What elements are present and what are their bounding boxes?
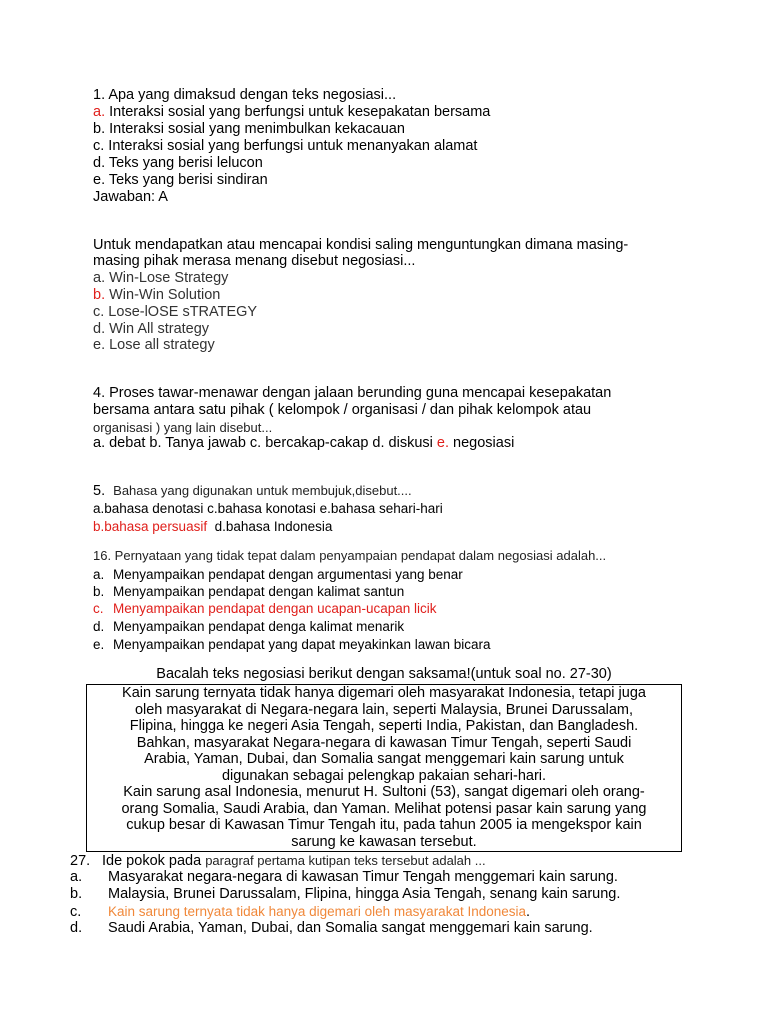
q1-option-c bbox=[93, 138, 477, 155]
q2-question-line1: Untuk mendapatkan atau mencapai kondisi saling menguntungkan dimana masing- bbox=[93, 237, 629, 253]
q4-answer-letter: e. bbox=[436, 435, 450, 451]
q1-answer: Jawaban: A bbox=[93, 189, 168, 205]
q1-question: 1. Apa yang dimaksud dengan teks negosiasi... bbox=[93, 87, 397, 103]
q2-option-a-text: Win-Lose Strategy bbox=[105, 270, 229, 286]
q1-option-c-text: Interaksi sosial yang berfungsi untuk menanyakan alamat bbox=[104, 138, 478, 154]
q16-option-e-text: Menyampaikan pendapat yang dapat meyakinkan lawan bicara bbox=[113, 637, 491, 652]
q16-question: 16. Pernyataan yang tidak tepat dalam penyampaian pendapat dalam negosiasi adalah... bbox=[93, 548, 607, 563]
q1-option-b-text: Interaksi sosial yang menimbulkan kekacauan bbox=[105, 121, 405, 137]
q2-option-c-letter: c. bbox=[93, 304, 105, 320]
q27-question-start: Ide pokok pada bbox=[102, 853, 206, 869]
q1-option-d bbox=[93, 155, 263, 172]
passage-line-10: sarung ke kawasan tersebut. bbox=[291, 834, 477, 850]
q16-option-d-text: Menyampaikan pendapat denga kalimat menarik bbox=[113, 619, 405, 634]
q1-option-e-letter: e. bbox=[93, 172, 106, 188]
q1-option-e bbox=[93, 172, 268, 189]
q5-question-text: Bahasa yang digunakan untuk membujuk,disebut.... bbox=[113, 483, 412, 498]
q1-option-a bbox=[93, 104, 490, 121]
q2-option-d bbox=[93, 321, 209, 338]
q16-option-c-letter: c. bbox=[93, 601, 104, 616]
q5-row2 bbox=[93, 518, 332, 535]
q16-option-a-letter: a. bbox=[93, 567, 105, 582]
passage-line-7: Kain sarung asal Indonesia, menurut H. Sultoni (53), sangat digemari oleh orang- bbox=[123, 784, 645, 800]
q5-answer: b.bahasa persuasif bbox=[93, 519, 208, 534]
q27-question-rest: paragraf pertama kutipan teks tersebut adalah ... bbox=[205, 853, 486, 868]
q1-option-e-text: Teks yang berisi sindiran bbox=[105, 172, 268, 188]
q4-options-prefix: a. debat b. Tanya jawab c. bercakap-cakap d. diskusi bbox=[93, 435, 437, 451]
q1-option-a-text: Interaksi sosial yang berfungsi untuk kesepakatan bersama bbox=[105, 104, 491, 120]
q2-option-e-text: Lose all strategy bbox=[105, 337, 215, 353]
q2-option-b-text: Win-Win Solution bbox=[105, 287, 221, 303]
q27-option-c-period: . bbox=[526, 904, 531, 920]
q27-option-d bbox=[70, 920, 593, 937]
q27-option-a bbox=[70, 869, 618, 886]
q16-option-c-text: Menyampaikan pendapat dengan ucapan-ucapan licik bbox=[113, 601, 437, 616]
q27-option-b-text: Malaysia, Brunei Darussalam, Flipina, hingga Asia Tengah, senang kain sarung. bbox=[108, 886, 621, 902]
passage-line-9: cukup besar di Kawasan Timur Tengah itu, pada tahun 2005 ia mengekspor kain bbox=[126, 817, 642, 833]
q16-option-c bbox=[93, 600, 436, 617]
q5-row1: a.bahasa denotasi c.bahasa konotasi e.bahasa sehari-hari bbox=[93, 501, 443, 516]
q16-option-a-text: Menyampaikan pendapat dengan argumentasi yang benar bbox=[113, 567, 463, 582]
q4-answer-text: negosiasi bbox=[449, 435, 515, 451]
q16-option-e bbox=[93, 636, 491, 653]
q27-option-a-text: Masyarakat negara-negara di kawasan Timur Tengah menggemari kain sarung. bbox=[108, 869, 618, 885]
q2-question-line2: masing pihak merasa menang disebut negosiasi... bbox=[93, 253, 416, 269]
q2-option-c-text: Lose-lOSE sTRATEGY bbox=[104, 304, 258, 320]
q27-option-c-letter: c. bbox=[70, 904, 82, 920]
passage-line-2: oleh masyarakat di Negara-negara lain, seperti Malaysia, Brunei Darussalam, bbox=[134, 702, 634, 718]
q27-option-b-letter: b. bbox=[70, 886, 83, 902]
q16-option-b-letter: b. bbox=[93, 584, 105, 599]
q2-option-c bbox=[93, 304, 257, 321]
q2-option-b-letter: b. bbox=[93, 287, 106, 303]
q16-option-d bbox=[93, 618, 404, 635]
q27-option-c-text: Kain sarung ternyata tidak hanya digemari oleh masyarakat Indonesia bbox=[108, 904, 526, 919]
q27-option-b bbox=[70, 886, 620, 903]
q4-line1: 4. Proses tawar-menawar dengan jalaan berunding guna mencapai kesepakatan bbox=[93, 385, 612, 401]
q5-row2-rest: d.bahasa Indonesia bbox=[214, 519, 333, 534]
q27-question bbox=[70, 852, 486, 870]
q1-option-c-letter: c. bbox=[93, 138, 105, 154]
q27-number: 27. bbox=[70, 853, 91, 869]
q1-option-b bbox=[93, 121, 405, 138]
q16-option-b bbox=[93, 583, 404, 600]
q2-option-e bbox=[93, 337, 215, 354]
q27-option-c bbox=[70, 903, 530, 921]
q1-option-d-letter: d. bbox=[93, 155, 106, 171]
q16-option-d-letter: d. bbox=[93, 619, 105, 634]
q16-option-b-text: Menyampaikan pendapat dengan kalimat santun bbox=[113, 584, 405, 599]
q5-number: 5. bbox=[93, 483, 106, 499]
q16-option-a bbox=[93, 566, 463, 583]
passage-line-3: Flipina, hingga ke negeri Asia Tengah, seperti India, Pakistan, dan Bangladesh. bbox=[129, 718, 639, 734]
passage-line-6: digunakan sebagai pelengkap pakaian sehari-hari. bbox=[221, 768, 547, 784]
q1-option-d-text: Teks yang berisi lelucon bbox=[105, 155, 263, 171]
passage-line-4: Bahkan, masyarakat Negara-negara di kawasan Timur Tengah, seperti Saudi bbox=[136, 735, 632, 751]
q2-option-a bbox=[93, 270, 228, 287]
q4-line3: organisasi ) yang lain disebut... bbox=[93, 420, 273, 435]
q27-option-a-letter: a. bbox=[70, 869, 83, 885]
q4-options bbox=[93, 435, 514, 452]
q27-option-d-text: Saudi Arabia, Yaman, Dubai, dan Somalia sangat menggemari kain sarung. bbox=[108, 920, 593, 936]
q2-option-e-letter: e. bbox=[93, 337, 106, 353]
q2-option-d-letter: d. bbox=[93, 321, 106, 337]
passage-instruction: Bacalah teks negosiasi berikut dengan saksama!(untuk soal no. 27-30) bbox=[156, 666, 612, 682]
q2-option-b bbox=[93, 287, 220, 304]
passage-line-1: Kain sarung ternyata tidak hanya digemari oleh masyarakat Indonesia, tetapi juga bbox=[122, 685, 646, 701]
q1-option-b-letter: b. bbox=[93, 121, 106, 137]
q2-option-d-text: Win All strategy bbox=[105, 321, 210, 337]
q1-option-a-letter: a. bbox=[93, 104, 106, 120]
q5-question bbox=[93, 482, 412, 500]
q4-line2: bersama antara satu pihak ( kelompok / organisasi / dan pihak kelompok atau bbox=[93, 402, 592, 418]
q2-option-a-letter: a. bbox=[93, 270, 106, 286]
passage-line-8: orang Somalia, Saudi Arabia, dan Yaman. Melihat potensi pasar kain sarung yang bbox=[121, 801, 647, 817]
q27-option-d-letter: d. bbox=[70, 920, 83, 936]
passage-line-5: Arabia, Yaman, Dubai, dan Somalia sangat menggemari kain sarung untuk bbox=[144, 751, 624, 767]
q16-option-e-letter: e. bbox=[93, 637, 105, 652]
